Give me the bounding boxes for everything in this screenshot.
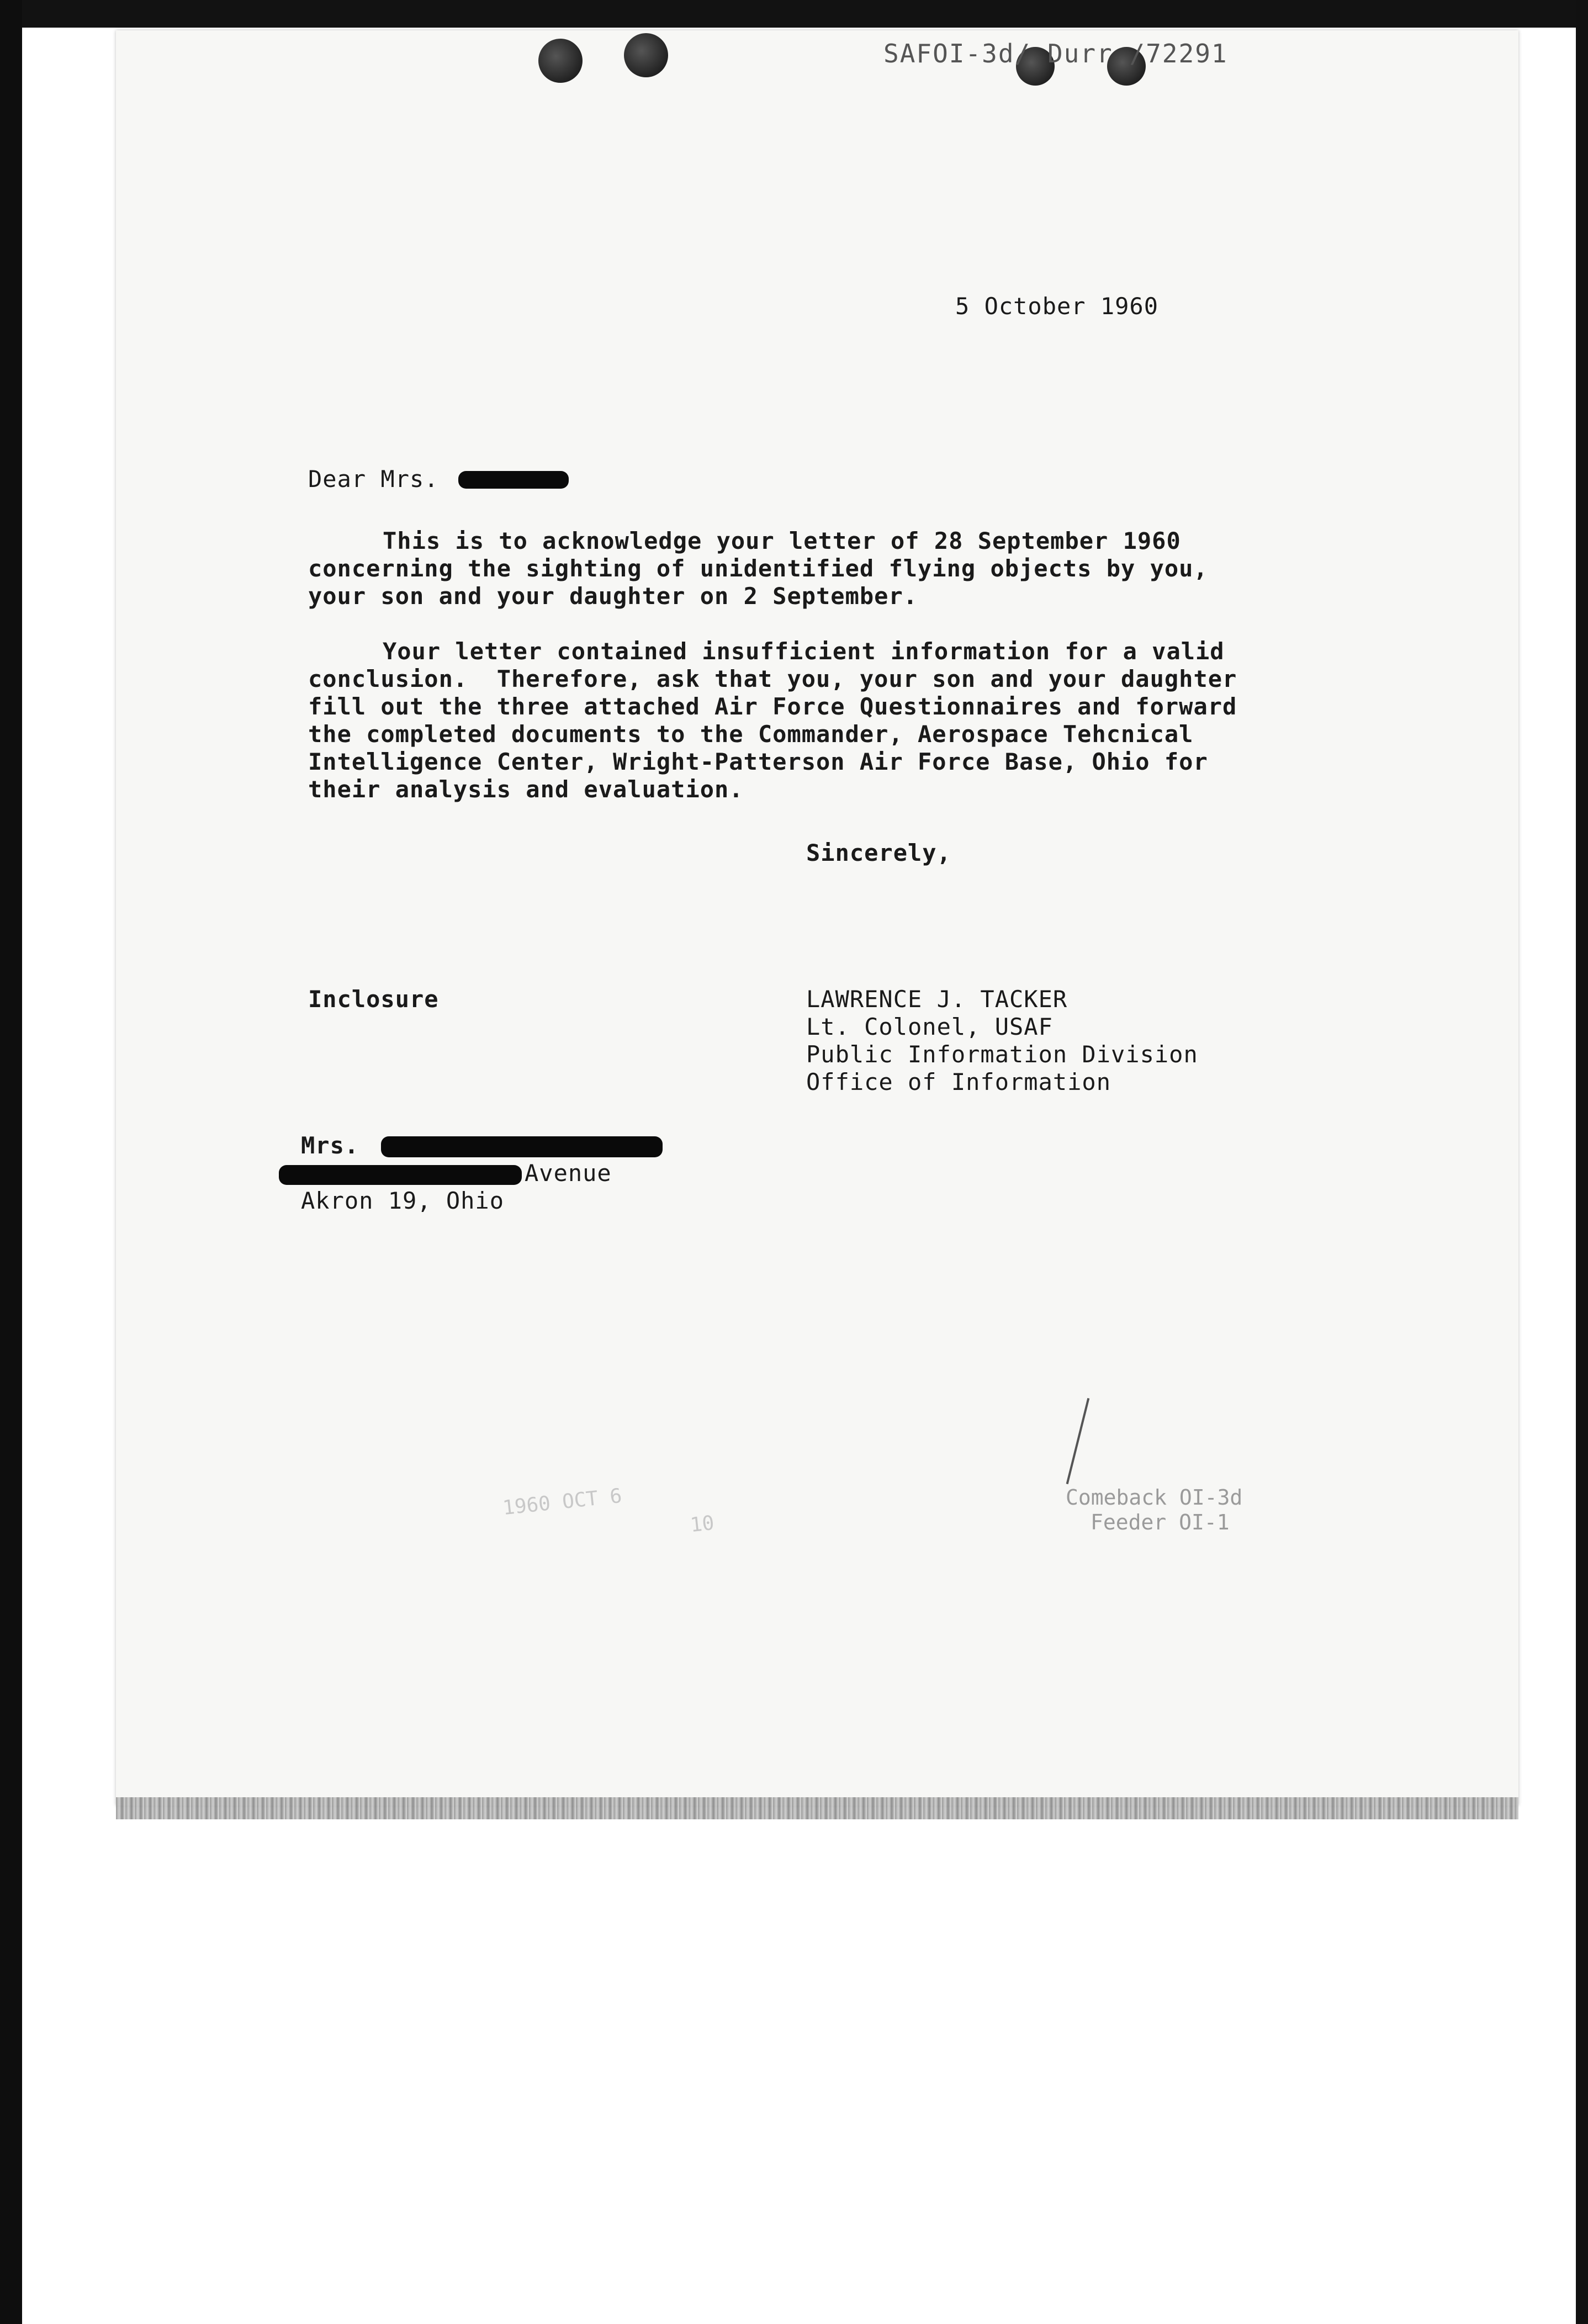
paragraph1-line: your son and your daughter on 2 September. [308, 583, 918, 610]
scan-border-left [0, 0, 22, 2324]
redaction-bar [458, 471, 569, 489]
paragraph2-line: their analysis and evaluation. [308, 776, 744, 803]
enclosure-label: Inclosure [308, 986, 439, 1013]
routing-line2: Feeder OI-1 [1091, 1510, 1230, 1534]
redaction-bar [279, 1165, 522, 1185]
routing-line1: Comeback OI-3d [1066, 1485, 1243, 1510]
scan-border-top [0, 0, 1588, 28]
signature-name: LAWRENCE J. TACKER [806, 986, 1068, 1013]
paragraph2-line: Your letter contained insufficient information for a valid [383, 638, 1225, 665]
salutation: Dear Mrs. [308, 465, 439, 493]
punch-hole-mark [624, 33, 668, 77]
paragraph2-line: fill out the three attached Air Force Questionnaires and forward [308, 693, 1237, 720]
signature-division: Public Information Division [806, 1041, 1198, 1068]
paragraph1-line: concerning the sighting of unidentified flying objects by you, [308, 555, 1208, 582]
address-line1: Mrs. [301, 1132, 359, 1159]
signature-office: Office of Information [806, 1068, 1111, 1095]
address-line3: Akron 19, Ohio [301, 1187, 505, 1214]
scan-border-right [1576, 0, 1588, 2324]
file-reference: SAFOI-3d/ Durr /72291 [883, 39, 1228, 68]
paragraph2-line: conclusion. Therefore, ask that you, your son and your daughter [308, 665, 1237, 692]
letter-page [116, 30, 1518, 1806]
faint-stamp-line: 1960 OCT 6 [501, 1484, 623, 1520]
paragraph1-line: This is to acknowledge your letter of 28 September 1960 [383, 527, 1181, 554]
paragraph2-line: Intelligence Center, Wright-Patterson Air Force Base, Ohio for [308, 748, 1208, 775]
closing: Sincerely, [806, 839, 951, 866]
page-bottom-edge [116, 1797, 1518, 1819]
faint-stamp-line: 10 [689, 1511, 716, 1537]
signature-rank: Lt. Colonel, USAF [806, 1013, 1053, 1040]
address-line2: Avenue [525, 1160, 612, 1187]
redaction-bar [381, 1136, 663, 1157]
paragraph2-line: the completed documents to the Commander, Aerospace Tehcnical [308, 721, 1194, 748]
punch-hole-mark [538, 39, 583, 83]
letter-date: 5 October 1960 [955, 293, 1159, 320]
